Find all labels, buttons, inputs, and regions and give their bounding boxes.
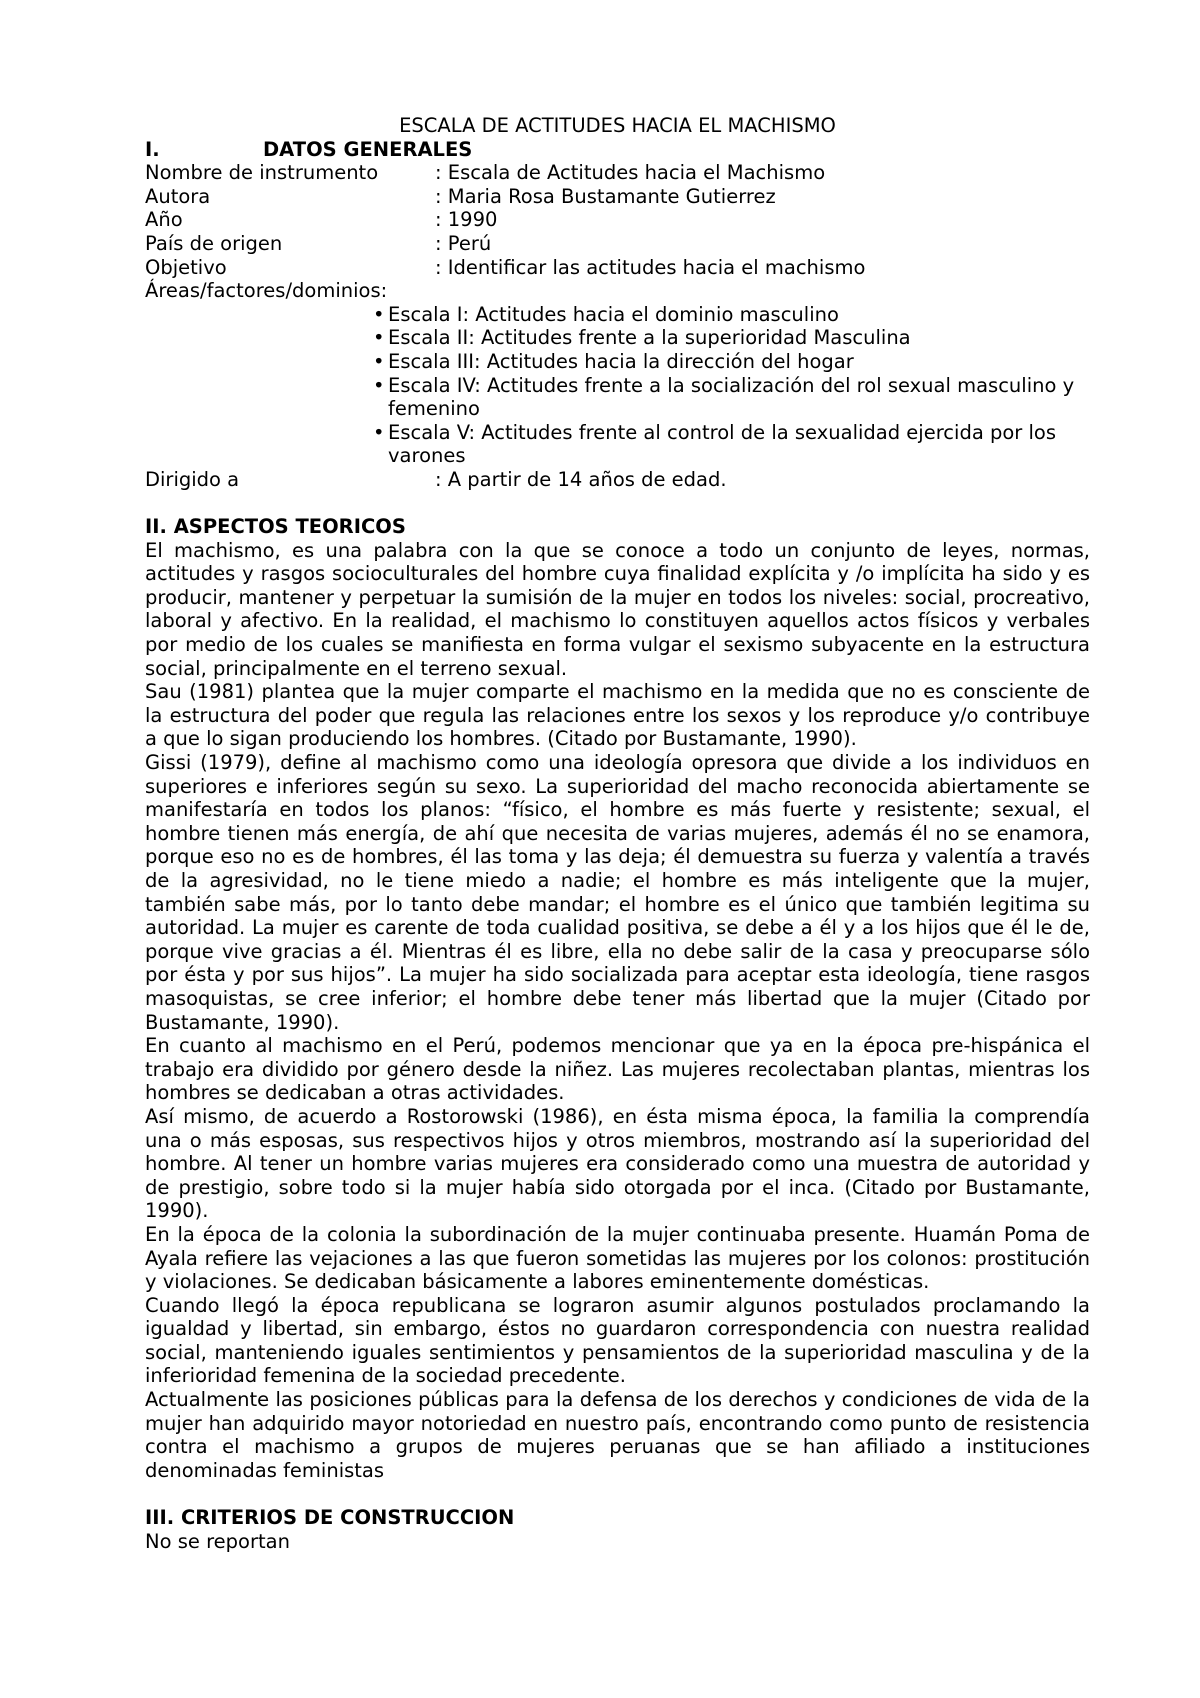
field-label: Dirigido a (145, 467, 240, 491)
field-value: : Escala de Actitudes hacia el Machismo (435, 161, 826, 185)
scale-text: Escala I: Actitudes hacia el dominio masculino (388, 302, 839, 326)
field-value: : 1990 (435, 208, 498, 232)
field-country (145, 232, 1090, 256)
list-item (373, 326, 1090, 350)
list-item (373, 350, 1090, 374)
field-value: : Maria Rosa Bustamante Gutierrez (435, 184, 776, 208)
document-title: ESCALA DE ACTITUDES HACIA EL MACHISMO (399, 114, 836, 137)
field-value: : A partir de 14 años de edad. (435, 467, 727, 491)
bullet-icon: • (373, 420, 385, 444)
section-1-title: DATOS GENERALES (263, 137, 473, 161)
field-directed-to (145, 468, 1090, 492)
spacer (145, 492, 1090, 516)
scale-text: Escala III: Actitudes hacia la dirección del hogar (388, 349, 854, 373)
field-label: Autora (145, 184, 211, 208)
bullet-icon: • (373, 326, 385, 350)
spacer (145, 1482, 1090, 1506)
field-value: : Identificar las actitudes hacia el machismo (435, 255, 866, 279)
field-value: : Perú (435, 231, 492, 255)
field-label: Año (145, 208, 183, 232)
section-1-number: I. (145, 137, 160, 161)
field-label: Nombre de instrumento (145, 161, 379, 185)
section-2-heading: II. ASPECTOS TEORICOS (145, 515, 406, 539)
field-year (145, 208, 1090, 232)
paragraph: Sau (1981) plantea que la mujer comparte el machismo en la medida que no es consciente de la estructura del poder que regula las relaciones entre los sexos y los reproduce y/o contribuye a que lo sigan produciendo los hombres. (Citado por Bustamante, 1990). (145, 680, 1090, 751)
scale-text: Escala II: Actitudes frente a la superioridad Masculina (388, 326, 911, 350)
field-label: Objetivo (145, 255, 227, 279)
section-1-heading (145, 138, 1090, 162)
bullet-icon: • (373, 373, 385, 397)
scales-list (145, 303, 1090, 468)
bullet-icon: • (373, 302, 385, 326)
paragraph: Actualmente las posiciones públicas para la defensa de los derechos y condiciones de vida de la mujer han adquirido mayor notoriedad en nuestro país, encontrando como punto de resistencia contra el machismo a grupos de mujeres peruanas que se han afiliado a instituciones denominadas feministas (145, 1388, 1090, 1482)
field-objective (145, 256, 1090, 280)
section-3-heading: III. CRITERIOS DE CONSTRUCCION (145, 1506, 515, 1530)
paragraph: Así mismo, de acuerdo a Rostorowski (1986), en ésta misma época, la familia la comprendía una o más esposas, sus respectivos hijos y otros miembros, mostrando así la superioridad del hombre. Al tener un hombre varias mujeres era considerado como una muestra de autoridad y de prestigio, sobre todo si la mujer había sido otorgada por el inca. (Citado por Bustamante, 1990). (145, 1104, 1090, 1223)
paragraph: Cuando llegó la época republicana se lograron asumir algunos postulados proclamando la igualdad y libertad, sin embargo, éstos no guardaron correspondencia con nuestra realidad social, manteniendo iguales sentimientos y pensamientos de la superioridad masculina y de la inferioridad femenina de la sociedad precedente. (145, 1293, 1090, 1388)
field-instrument-name (145, 161, 1090, 185)
field-label: País de origen (145, 231, 283, 255)
paragraph: En cuanto al machismo en el Perú, podemos mencionar que ya en la época pre-hispánica el trabajo era dividido por género desde la niñez. Las mujeres recolectaban plantas, mientras los hombres se dedicaban a otras actividades. (145, 1034, 1090, 1105)
list-item (373, 303, 1090, 327)
paragraph: En la época de la colonia la subordinación de la mujer continuaba presente. Huamán Poma de Ayala refiere las vejaciones a las que fueron sometidas las mujeres por los colonos: prostitución y violaciones. Se dedicaban básicamente a labores eminentemente domésticas. (145, 1222, 1090, 1294)
list-item (373, 374, 1090, 421)
paragraph: El machismo, es una palabra con la que se conoce a todo un conjunto de leyes, normas, actitudes y rasgos socioculturales del hombre cuya finalidad explícita y /o implícita ha sido y es producir, mantener y perpetuar la sumisión de la mujer en todos los niveles: social, procreativo, laboral y afectivo. En la realidad, el machismo lo constituyen aquellos actos físicos y verbales por medio de los cuales se manifiesta en forma vulgar el sexismo subyacente en la estructura social, principalmente en el terreno sexual. (145, 538, 1090, 680)
bullet-icon: • (373, 349, 385, 373)
section-3-text: No se reportan (145, 1529, 290, 1553)
areas-label: Áreas/factores/dominios: (145, 279, 388, 303)
list-item (373, 421, 1090, 468)
scale-text: Escala IV: Actitudes frente a la socialización del rol sexual masculino y femenino (388, 373, 1075, 421)
paragraph: Gissi (1979), define al machismo como una ideología opresora que divide a los individuos en superiores e inferiores según su sexo. La superioridad del macho reconocida abiertamente se manifestaría en todos los planos: “físico, el hombre es más fuerte y resistente; sexual, el hombre tienen más energía, de ahí que necesita de varias mujeres, además él no se enamora, porque eso no es de hombres, él las toma y las deja; él demuestra su fuerza y valentía a través de la agresividad, no le tiene miedo a nadie; el hombre es más inteligente que la mujer, también sabe más, por lo tanto debe mandar; el hombre es el único que también legitima su autoridad. La mujer es carente de toda cualidad positiva, se debe a él y a los hijos que él le de, porque vive gracias a él. Mientras él es libre, ella no debe salir de la casa y preocuparse sólo por ésta y por sus hijos”. La mujer ha sido socializada para aceptar esta ideología, tiene rasgos masoquistas, se cree inferior; el hombre debe tener más libertad que la mujer (Citado por Bustamante, 1990). (145, 751, 1090, 1034)
scale-text: Escala V: Actitudes frente al control de la sexualidad ejercida por los varones (388, 420, 1056, 468)
field-author (145, 185, 1090, 209)
